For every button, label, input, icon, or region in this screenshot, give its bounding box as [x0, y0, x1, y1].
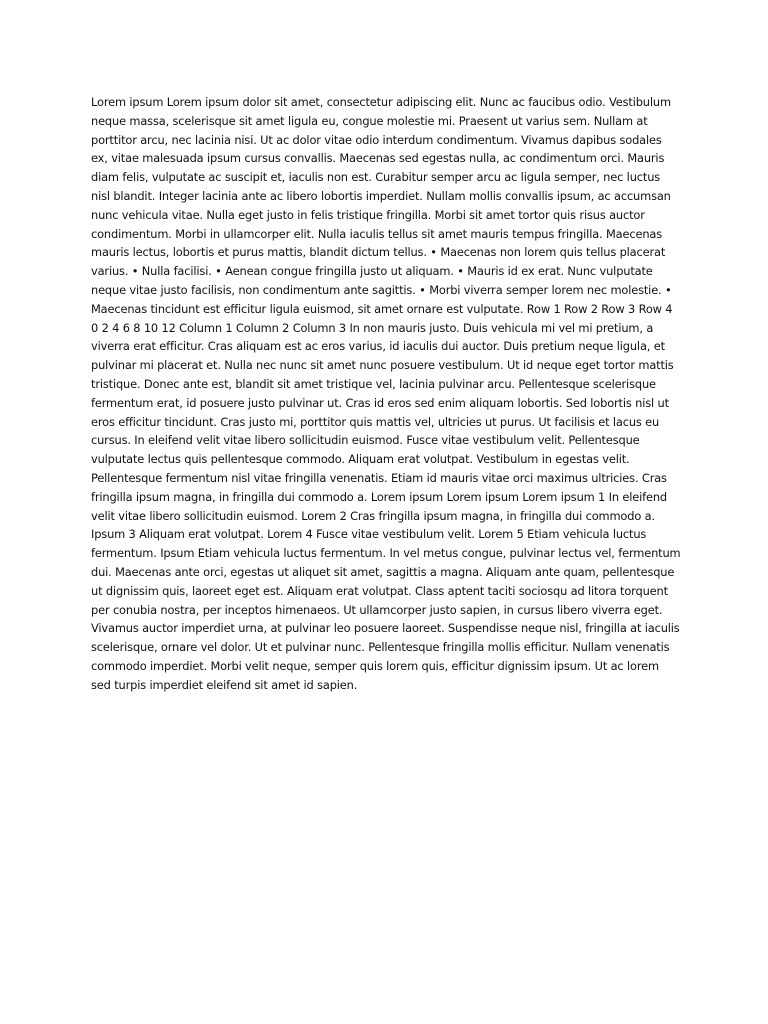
body-paragraph: Lorem ipsum Lorem ipsum dolor sit amet, consectetur adipiscing elit. Nunc ac faucibus odio. Vestibulum neque massa, scelerisque sit amet ligula eu, congue molestie mi. Praesent ut varius sem. Nullam at porttitor arcu, nec lacinia nisi. Ut ac dolor vitae odio interdum condimentum. Vivamus dapibus sodales ex, vitae malesuada ipsum cursus convallis. Maecenas sed egestas nulla, ac condimentum orci. Mauris diam felis, vulputate ac suscipit et, iaculis non est. Curabitur semper arcu ac ligula semper, nec luctus nisl blandit. Integer lacinia ante ac libero lobortis imperdiet. Nullam mollis convallis ipsum, ac accumsan nunc vehicula vitae. Nulla eget justo in felis tristique fringilla. Morbi sit amet tortor quis risus auctor condimentum. Morbi in ullamcorper elit. Nulla iaculis tellus sit amet mauris tempus fringilla. Maecenas mauris lectus, lobortis et purus mattis, blandit dictum tellus. • Maecenas non lorem quis tellus placerat varius. • Nulla facilisi. • Aenean congue fringilla justo ut aliquam. • Mauris id ex erat. Nunc vulputate neque vitae justo facilisis, non condimentum ante sagittis. • Morbi viverra semper lorem nec molestie. • Maecenas tincidunt est efficitur ligula euismod, sit amet ornare est vulputate. Row 1 Row 2 Row 3 Row 4 0 2 4 6 8 10 12 Column 1 Column 2 Column 3 In non mauris justo. Duis vehicula mi vel mi pretium, a viverra erat efficitur. Cras aliquam est ac eros varius, id iaculis dui auctor. Duis pretium neque ligula, et pulvinar mi placerat et. Nulla nec nunc sit amet nunc posuere vestibulum. Ut id neque eget tortor mattis tristique. Donec ante est, blandit sit amet tristique vel, lacinia pulvinar arcu. Pellentesque scelerisque fermentum erat, id posuere justo pulvinar ut. Cras id eros sed enim aliquam lobortis. Sed lobortis nisl ut eros efficitur tincidunt. Cras justo mi, porttitor quis mattis vel, ultricies ut purus. Ut facilisis et lacus eu cursus. In eleifend velit vitae libero sollicitudin euismod. Fusce vitae vestibulum velit. Pellentesque vulputate lectus quis pellentesque commodo. Aliquam erat volutpat. Vestibulum in egestas velit. Pellentesque fermentum nisl vitae fringilla venenatis. Etiam id mauris vitae orci maximus ultricies. Cras fringilla ipsum magna, in fringilla dui commodo a. Lorem ipsum Lorem ipsum Lorem ipsum 1 In eleifend velit vitae libero sollicitudin euismod. Lorem 2 Cras fringilla ipsum magna, in fringilla dui commodo a. Ipsum 3 Aliquam erat volutpat. Lorem 4 Fusce vitae vestibulum velit. Lorem 5 Etiam vehicula luctus fermentum. Ipsum Etiam vehicula luctus fermentum. In vel metus congue, pulvinar lectus vel, fermentum dui. Maecenas ante orci, egestas ut aliquet sit amet, sagittis a magna. Aliquam ante quam, pellentesque ut dignissim quis, laoreet eget est. Aliquam erat volutpat. Class aptent taciti sociosqu ad litora torquent per conubia nostra, per inceptos himenaeos. Ut ullamcorper justo sapien, in cursus libero viverra eget. Vivamus auctor imperdiet urna, at pulvinar leo posuere laoreet. Suspendisse neque nisl, fringilla at iaculis scelerisque, ornare vel dolor. Ut et pulvinar nunc. Pellentesque fringilla mollis efficitur. Nullam venenatis commodo imperdiet. Morbi velit neque, semper quis lorem quis, efficitur dignissim ipsum. Ut ac lorem sed turpis imperdiet eleifend sit amet id sapien.: [91, 95, 681, 692]
